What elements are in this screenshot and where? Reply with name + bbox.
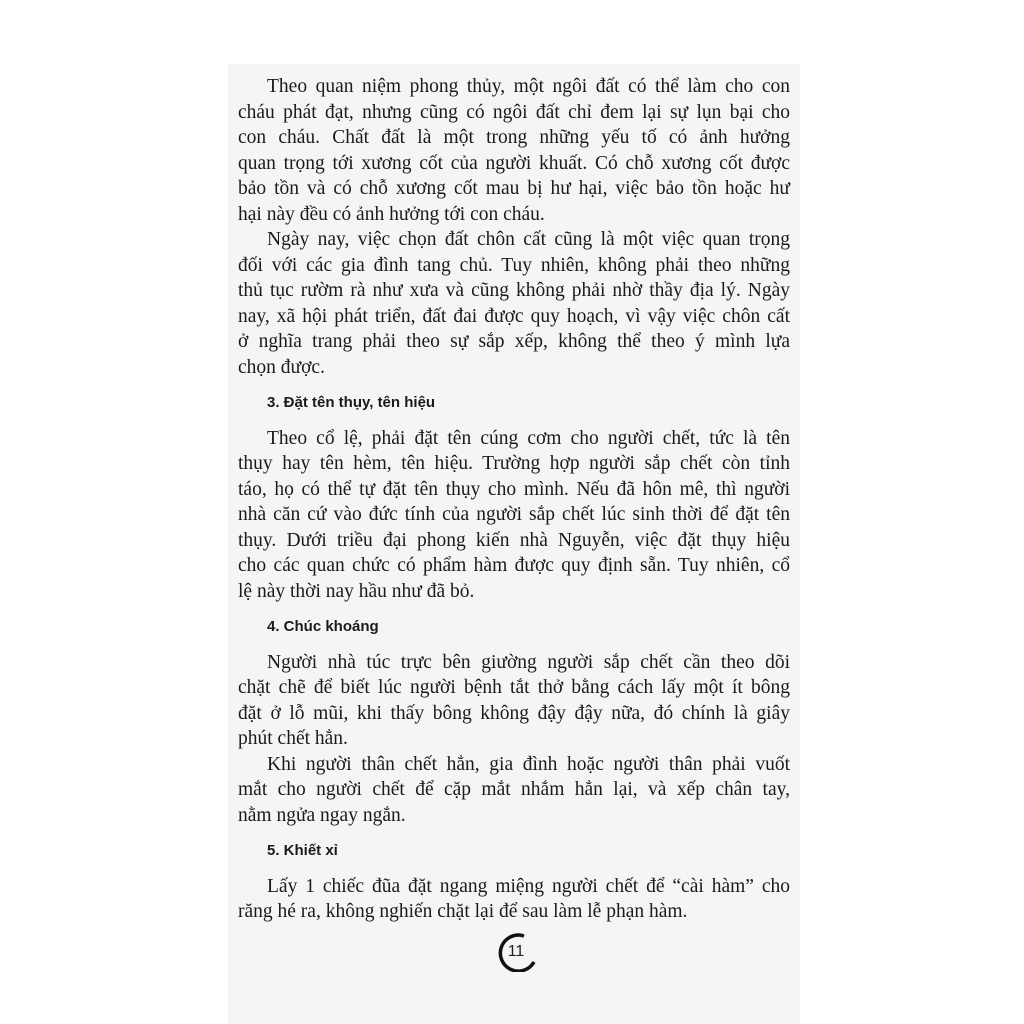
text-line: Theo cổ lệ, phải đặt tên cúng cơm cho người chết, tức là tên (267, 427, 790, 449)
text-line: thụy hay tên hèm, tên hiệu. Trường hợp người sắp chết còn tỉnh (238, 453, 790, 474)
text-line: răng hé ra, không nghiến chặt lại để sau làm lễ phạn hàm. (238, 901, 688, 922)
text-line: hại này đều có ảnh hưởng tới con cháu. (238, 203, 545, 225)
text-line: nhà căn cứ vào đức tính của người sắp chết lúc sinh thời để đặt tên (238, 504, 790, 525)
paragraph (238, 426, 790, 605)
paragraph (238, 74, 790, 227)
paragraph (238, 752, 790, 829)
text-line: đối với các gia đình tang chủ. Tuy nhiên, không phải theo những (238, 254, 790, 276)
text-line: lệ này thời nay hầu như đã bỏ. (238, 580, 475, 602)
text-line: Lấy 1 chiếc đũa đặt ngang miệng người chết để “cài hàm” cho (267, 875, 790, 897)
text-line: Theo quan niệm phong thủy, một ngôi đất có thể làm cho con (267, 76, 790, 97)
text-line: táo, họ có thể tự đặt tên thụy cho mình. Nếu đã hôn mê, thì người (238, 478, 790, 500)
text-line: Người nhà túc trực bên giường người sắp chết cần theo dõi (267, 651, 790, 673)
text-line: đặt ở lỗ mũi, khi thấy bông không đậy đậy nữa, đó chính là giây (238, 702, 790, 724)
text-line: thụy. Dưới triều đại phong kiến nhà Nguyễn, việc đặt thụy hiệu (238, 529, 790, 551)
text-line: cho các quan chức có phẩm hàm được quy định sẵn. Tuy nhiên, cổ (238, 555, 790, 576)
text-line: con cháu. Chất đất là một trong những yếu tố có ảnh hưởng (238, 127, 790, 148)
section-heading: 3. Đặt tên thụy, tên hiệu (267, 394, 436, 411)
paragraph (238, 874, 790, 925)
text-line: nằm ngửa ngay ngắn. (238, 804, 406, 826)
text-line: chọn được. (238, 356, 325, 378)
paragraph (238, 650, 790, 752)
text-line: cháu phát đạt, nhưng cũng có ngôi đất chỉ đem lại sự lụn bại cho (238, 101, 790, 123)
text-line: chặt chẽ để biết lúc người bệnh tắt thở bằng cách lấy một ít bông (238, 677, 790, 698)
section-heading: 4. Chúc khoáng (267, 618, 379, 635)
text-line: Khi người thân chết hẳn, gia đình hoặc người thân phải vuốt (267, 753, 790, 775)
text-line: ở nghĩa trang phải theo sự sắp xếp, không thể theo ý mình lựa (238, 331, 790, 352)
text-line: phút chết hẳn. (238, 728, 348, 749)
page-body (238, 74, 790, 925)
text-line: bảo tồn và có chỗ xương cốt mau bị hư hại, việc bảo tồn hoặc hư (238, 178, 790, 199)
page-number-badge (494, 932, 538, 972)
text-line: quan trọng tới xương cốt của người khuất. Có chỗ xương cốt được (238, 152, 790, 174)
text-line: Ngày nay, việc chọn đất chôn cất cũng là một việc quan trọng (267, 229, 790, 250)
page-number: 11 (507, 943, 525, 960)
text-line: thủ tục rườm rà như xưa và cũng không phải nhờ thầy địa lý. Ngày (238, 280, 790, 301)
paragraph (238, 227, 790, 380)
text-line: nay, xã hội phát triển, đất đai được quy hoạch, vì vậy việc chôn cất (238, 305, 790, 327)
text-line: mắt cho người chết để cặp mắt nhắm hẳn lại, và xếp chân tay, (238, 779, 790, 800)
section-heading: 5. Khiết xỉ (267, 842, 338, 859)
